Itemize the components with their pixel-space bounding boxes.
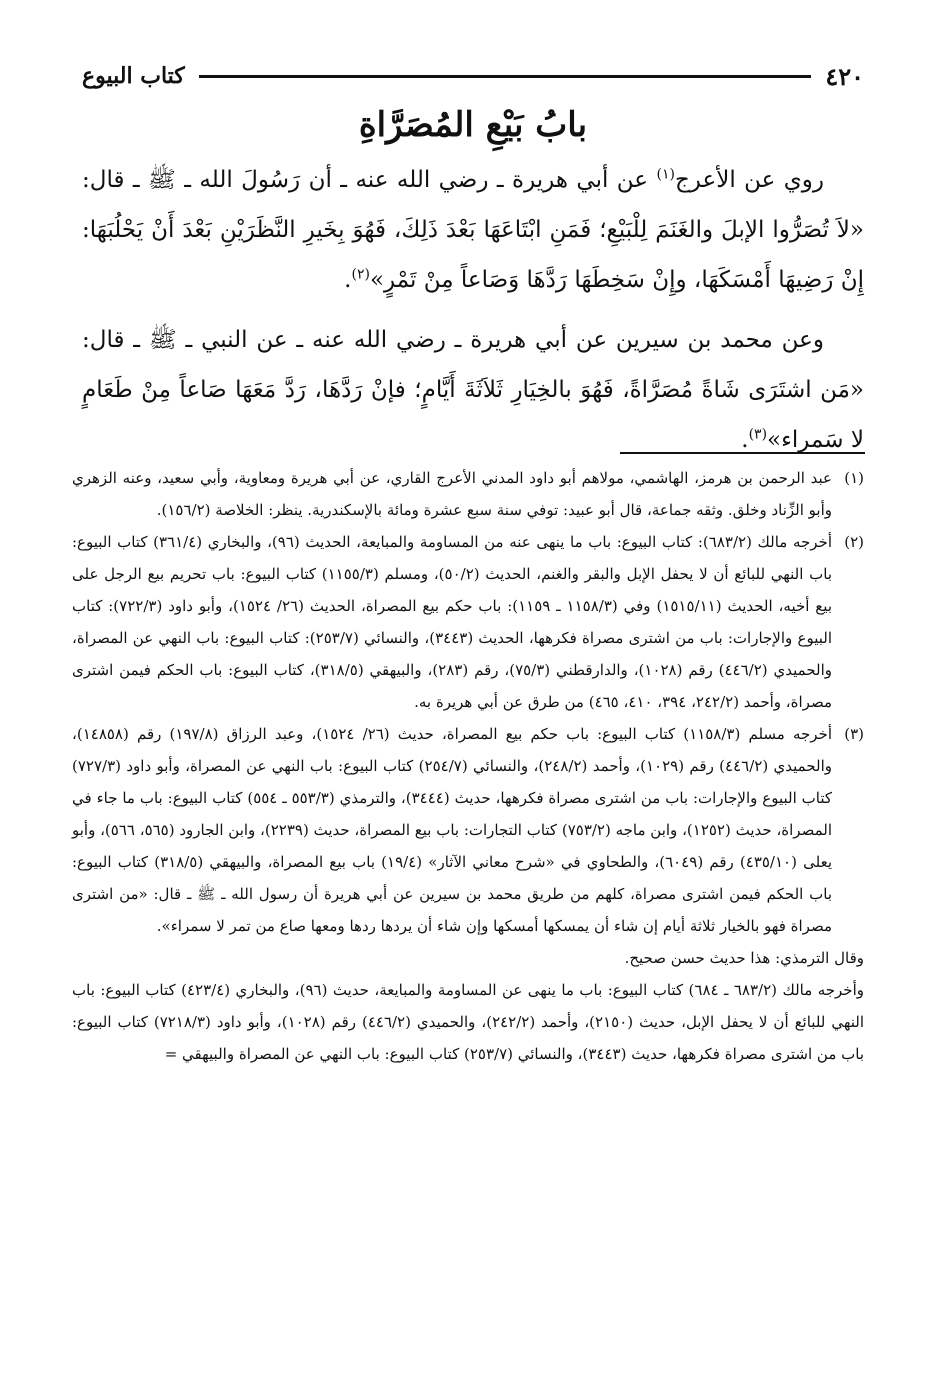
footnotes xyxy=(72,462,864,1070)
footnote-continuation-line: وقال الترمذي: هذا حديث حسن صحيح. xyxy=(624,949,864,967)
page-header xyxy=(82,58,864,94)
footnote-marker-2: (٢) xyxy=(351,266,370,283)
footnote-number: (٢) xyxy=(844,533,864,551)
footnote-text: أخرجه مسلم (١١٥٨/٣) كتاب البيوع: باب حكم بيع المصراة، حديث (٢٦/ ١٥٢٤)، وعبد الرزاق (١٩٧/٨) رقم (١٤٨٥٨)، والحميدي (٤٤٦/٢) رقم (١٠٢٩)، وأحمد (٢٤٨/٢)، والنسائي (٢٥٤/٧) كتاب البيوع: باب النهي عن المصراة، وأبو داود (٧٢٧/٣) كتاب البيوع والإجارات: باب من اشترى مصراة فكرهها، حديث (٣٤٤٤)، والترمذي (٥٥٣/٣ ـ ٥٥٤) كتاب البيوع: باب ما جاء في المصراة، حديث (١٢٥٢)، وابن ماجه (٧٥٣/٢) كتاب التجارات: باب بيع المصراة، حديث (٢٢٣٩)، وابن الجارود (٥٦٥، ٥٦٦)، وأبو يعلى (٤٣٥/١٠) رقم (٦٠٤٩)، والطحاوي في «شرح معاني الآثار» (١٩/٤) باب بيع المصراة، والبيهقي (٣١٨/٥) كتاب البيوع: باب الحكم فيمن اشترى مصراة، كلهم من طريق محمد بن سيرين عن أبي هريرة أن رسول الله ـ ﷺ ـ قال: «من اشترى مصراة فهو بالخيار ثلاثة أيام إن شاء أن يمسكها أمسكها وإن شاء أن يردها ردها ومعها صاع من تمر لا سمراء». xyxy=(71,725,833,935)
footnote-continuation-line: وأخرجه مالك (٦٨٣/٢ ـ ٦٨٤) كتاب البيوع: باب ما ينهى عن المساومة والمبايعة، حديث (٩٦)، والبخاري (٤٢٣/٤) كتاب البيوع: باب النهي للبائع أن لا يحفل الإبل، حديث (٢١٥٠)، وأحمد (٢٤٢/٢)، والحميدي (٤٤٦/٢) رقم (١٠٢٨)، وأبو داود (٧٢١٨/٣) كتاب البيوع: باب من اشترى مصراة فكرهها، حديث (٣٤٤٣)، والنسائي (٢٥٣/٧) كتاب البيوع: باب النهي عن المصراة والبيهقي = xyxy=(72,981,865,1063)
footnote-marker-1: (١) xyxy=(656,166,675,183)
paragraph-1-body: عن أبي هريرة ـ رضي الله عنه ـ أن رَسُولَ الله ـ ﷺ ـ قال: «لاَ تُصَرُّوا الإبلَ والغَنَمَ لِلْبَيْعِ؛ فَمَنِ ابْتَاعَهَا بَعْدَ ذَلِكَ، فَهُوَ بِخَيرِ النَّظَرَيْنِ بَعْدَ أَنْ يَحْلُبَهَا: إِنْ رَضِيهَا أَمْسَكَهَا، وإِنْ سَخِطَهَا رَدَّهَا وَصَاعاً مِنْ تَمْرٍ» xyxy=(82,167,864,293)
footnote xyxy=(72,526,864,718)
footnote-marker-3: (٣) xyxy=(748,426,768,443)
page-number: ٤٢٠ xyxy=(825,61,864,91)
main-text xyxy=(82,155,864,475)
paragraph-1 xyxy=(82,155,864,305)
header-rule xyxy=(199,75,812,78)
footnote-text: عبد الرحمن بن هرمز، الهاشمي، مولاهم أبو داود المدني الأعرج القاري، عن أبي هريرة ومعاوية، وأبي سعيد، وعنه الزهري وأبو الزِّناد وخلق. وثقه جماعة، قال أبو عبيد: توفي سنة سبع عشرة ومائة بالإسكندرية. ينظر: الخلاصة (١٥٦/٢). xyxy=(72,469,832,519)
footnote-number: (١) xyxy=(844,469,864,487)
paragraph-2-body: وعن محمد بن سيرين عن أبي هريرة ـ رضي الله عنه ـ عن النبي ـ ﷺ ـ قال: «مَن اشتَرَى شَاةً مُصَرَّاةً، فَهُوَ بالخِيَارِ ثَلاَثَةَ أَيَّامٍ؛ فإنْ رَدَّهَا، رَدَّ مَعَهَا صَاعاً مِنْ طَعَامٍ لا سَمراء» xyxy=(82,327,864,453)
book-title: كتاب البيوع xyxy=(82,63,185,89)
paragraph-1-start: روي عن الأعرج xyxy=(674,167,825,193)
footnote xyxy=(72,462,864,526)
paragraph-2-end: . xyxy=(741,427,749,453)
paragraph-1-end: . xyxy=(344,267,352,293)
paragraph-2 xyxy=(82,315,864,465)
footnote-number: (٣) xyxy=(844,725,864,743)
chapter-title: بابُ بَيْعِ المُصَرَّاةِ xyxy=(358,105,588,145)
footnote xyxy=(72,718,864,942)
footnote-separator xyxy=(620,452,865,454)
footnote-text: أخرجه مالك (٦٨٣/٢): كتاب البيوع: باب ما ينهى عنه من المساومة والمبايعة، الحديث (٩٦)، والبخاري (٣٦١/٤) كتاب البيوع: باب النهي للبائع أن لا يحفل الإبل والبقر والغنم، الحديث (٥٠/٢)، ومسلم (١١٥٥/٣) كتاب البيوع: باب تحريم بيع الرجل على بيع أخيه، الحديث (١٥١٥/١١) وفي (١١٥٨/٣ ـ ١١٥٩): باب حكم بيع المصراة، الحديث (٢٦/ ١٥٢٤)، وأبو داود (٧٢٢/٣): كتاب البيوع والإجارات: باب من اشترى مصراة فكرهها، الحديث (٣٤٤٣)، والنسائي (٢٥٣/٧): كتاب البيوع: باب النهي عن المصراة، والحميدي (٤٤٦/٢) رقم (١٠٢٨)، والدارقطني (٧٥/٣)، رقم (٢٨٣)، والبيهقي (٣١٨/٥)، كتاب البيوع: باب الحكم فيمن اشترى مصراة، وأحمد (٢٤٢/٢، ٣٩٤، ٤١٠، ٤٦٥) من طرق عن أبي هريرة به. xyxy=(72,533,832,711)
